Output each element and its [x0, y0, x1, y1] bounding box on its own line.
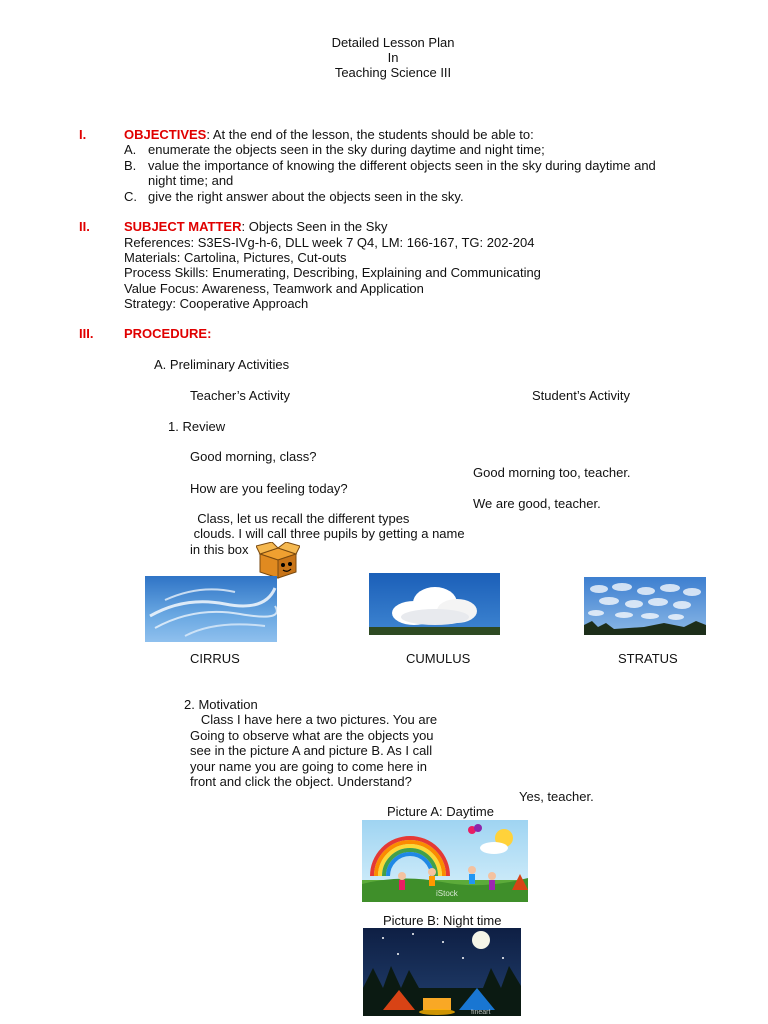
procedure-numeral: III.	[79, 326, 94, 341]
picture-a-label: Picture A: Daytime	[387, 804, 494, 819]
value-focus-line: Value Focus: Awareness, Teamwork and Application	[124, 281, 424, 296]
objective-a-text: enumerate the objects seen in the sky during daytime and night time;	[148, 142, 545, 157]
teacher-activity-header: Teacher’s Activity	[190, 388, 290, 403]
picture-b-watermark: fineart	[471, 1009, 491, 1016]
teacher-greeting: Good morning, class?	[190, 449, 317, 464]
motivation-title: 2. Motivation	[184, 697, 258, 712]
cumulus-image	[369, 573, 500, 635]
objectives-heading: OBJECTIVES	[124, 127, 207, 142]
cumulus-label: CUMULUS	[406, 651, 471, 666]
cirrus-label: CIRRUS	[190, 651, 240, 666]
teacher-recall-line-2: clouds. I will call three pupils by getting a name	[190, 526, 465, 541]
objective-c-text: give the right answer about the objects seen in the sky.	[148, 189, 464, 204]
subject-matter-topic: : Objects Seen in the Sky	[241, 219, 388, 234]
subject-matter-heading: SUBJECT MATTER	[124, 219, 242, 234]
title-line-3: Teaching Science III	[334, 65, 452, 80]
picture-b-label: Picture B: Night time	[383, 913, 502, 928]
objective-c-letter: C.	[124, 189, 137, 204]
objective-b-text: value the importance of knowing the different objects seen in the sky during daytime and	[148, 158, 656, 173]
objective-b-text-cont: night time; and	[148, 173, 234, 188]
objectives-numeral: I.	[79, 127, 87, 142]
motivation-line-1: Class I have here a two pictures. You are	[190, 712, 438, 727]
objective-a-letter: A.	[124, 142, 137, 157]
student-answer: We are good, teacher.	[473, 496, 601, 511]
objectives-line	[124, 127, 534, 143]
stratus-label: STRATUS	[618, 651, 678, 666]
motivation-line-2: Going to observe what are the objects you	[190, 728, 434, 743]
references-line: References: S3ES-IVg-h-6, DLL week 7 Q4, LM: 166-167, TG: 202-204	[124, 235, 535, 250]
student-greeting: Good morning too, teacher.	[473, 465, 631, 480]
review-title: 1. Review	[168, 419, 226, 434]
student-activity-header: Student’s Activity	[532, 388, 631, 403]
process-skills-line: Process Skills: Enumerating, Describing, Explaining and Communicating	[124, 265, 541, 280]
teacher-recall-line-1: Class, let us recall the different types	[190, 511, 410, 526]
materials-line: Materials: Cartolina, Pictures, Cut-outs	[124, 250, 347, 265]
objectives-intro: : At the end of the lesson, the students should be able to:	[206, 127, 534, 142]
title-line-2: In	[387, 50, 399, 65]
subject-matter-line	[124, 219, 387, 235]
stratus-image	[584, 577, 706, 635]
procedure-heading: PROCEDURE:	[124, 326, 212, 341]
motivation-line-5: front and click the object. Understand?	[190, 774, 412, 789]
subject-matter-numeral: II.	[79, 219, 90, 234]
title-line-1: Detailed Lesson Plan	[331, 35, 455, 50]
picture-b-night-image	[363, 928, 521, 1016]
preliminary-activities: A. Preliminary Activities	[154, 357, 290, 372]
student-yes: Yes, teacher.	[519, 789, 594, 804]
picture-a-daytime-image	[362, 820, 528, 902]
motivation-line-3: see in the picture A and picture B. As I call	[190, 743, 433, 758]
box-cartoon-icon	[256, 542, 300, 580]
objective-b-letter: B.	[124, 158, 137, 173]
cirrus-image	[145, 576, 277, 642]
picture-a-watermark: iStock	[436, 889, 458, 898]
teacher-question: How are you feeling today?	[190, 481, 348, 496]
motivation-line-4: your name you are going to come here in	[190, 759, 428, 774]
strategy-line: Strategy: Cooperative Approach	[124, 296, 309, 311]
teacher-recall-line-3: in this box	[190, 542, 249, 557]
